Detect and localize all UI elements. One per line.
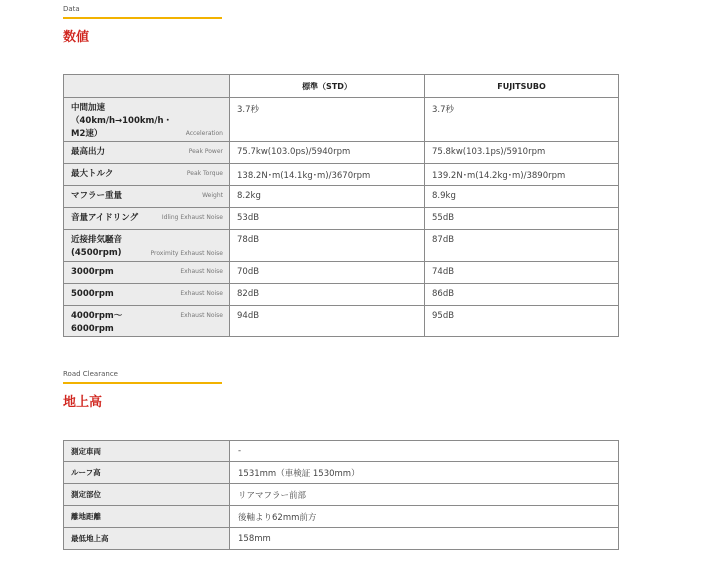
- fujitsubo-value: 87dB: [425, 230, 619, 262]
- fujitsubo-value: 8.9kg: [425, 186, 619, 208]
- road-clearance-section-header: [63, 370, 222, 410]
- fujitsubo-value: 95dB: [425, 306, 619, 337]
- table-row: [64, 462, 619, 484]
- fujitsubo-value: 3.7秒: [425, 98, 619, 142]
- row-label: 最高出力: [71, 147, 106, 157]
- row-label-cell: [64, 142, 230, 164]
- road-row-label: 測定部位: [64, 484, 230, 506]
- std-value: 78dB: [230, 230, 425, 262]
- row-label: 最大トルク: [71, 169, 114, 179]
- table-row: [64, 528, 619, 550]
- table-row: [64, 306, 619, 337]
- road-clearance-rule: [63, 382, 222, 384]
- row-label: 4000rpm～6000rpm: [71, 311, 123, 334]
- row-sublabel: Exhaust Noise: [180, 290, 223, 297]
- row-label-cell: [64, 208, 230, 230]
- data-section-title: 数値: [63, 30, 90, 45]
- std-value: 75.7kw(103.0ps)/5940rpm: [230, 142, 425, 164]
- row-label-cell: [64, 284, 230, 306]
- road-row-label: 最低地上高: [64, 528, 230, 550]
- fujitsubo-value: 139.2N･m(14.2kg･m)/3890rpm: [425, 164, 619, 186]
- row-label: 中間加速（40km/h→100km/h・M2速）: [71, 103, 173, 139]
- table-row: [64, 262, 619, 284]
- table-row: [64, 484, 619, 506]
- fujitsubo-value: 86dB: [425, 284, 619, 306]
- row-label-cell: [64, 98, 230, 142]
- row-label-cell: [64, 186, 230, 208]
- data-section-header: [63, 5, 222, 45]
- row-label: マフラー重量: [71, 191, 123, 201]
- road-clearance-en-label: Road Clearance: [63, 370, 118, 378]
- fujitsubo-value: 75.8kw(103.1ps)/5910rpm: [425, 142, 619, 164]
- table-row: [64, 441, 619, 462]
- row-sublabel: Idling Exhaust Noise: [161, 214, 223, 221]
- table-row: [64, 230, 619, 262]
- row-label: 5000rpm: [71, 289, 114, 299]
- row-label: 近接排気騒音(4500rpm): [71, 235, 123, 258]
- road-row-value: 1531mm（車検証 1530mm）: [230, 462, 619, 484]
- table-row: [64, 284, 619, 306]
- road-row-value: 後軸より62mm前方: [230, 506, 619, 528]
- table-row: [64, 186, 619, 208]
- table-row: [64, 208, 619, 230]
- std-value: 8.2kg: [230, 186, 425, 208]
- road-row-value: リアマフラー前部: [230, 484, 619, 506]
- row-sublabel: Peak Power: [188, 148, 223, 155]
- fujitsubo-value: 55dB: [425, 208, 619, 230]
- road-row-value: 158mm: [230, 528, 619, 550]
- data-table: [63, 74, 619, 337]
- row-sublabel: Proximity Exhaust Noise: [150, 250, 223, 257]
- table-row: [64, 506, 619, 528]
- std-value: 70dB: [230, 262, 425, 284]
- row-sublabel: Exhaust Noise: [180, 268, 223, 275]
- row-sublabel: Peak Torque: [186, 170, 223, 177]
- road-row-label: 測定車両: [64, 441, 230, 462]
- table-row: [64, 98, 619, 142]
- data-table-header-row: [64, 75, 619, 98]
- data-section-rule: [63, 17, 222, 19]
- std-value: 53dB: [230, 208, 425, 230]
- road-row-value: -: [230, 441, 619, 462]
- std-value: 82dB: [230, 284, 425, 306]
- column-header-std: 標準（STD）: [230, 75, 425, 98]
- column-header-fujitsubo: FUJITSUBO: [425, 75, 619, 98]
- row-label: 音量アイドリング: [71, 213, 139, 223]
- row-sublabel: Acceleration: [185, 130, 223, 137]
- table-row: [64, 164, 619, 186]
- std-value: 94dB: [230, 306, 425, 337]
- road-clearance-table: [63, 440, 619, 550]
- row-label-cell: [64, 230, 230, 262]
- data-section-en-label: Data: [63, 5, 80, 13]
- data-table-corner: [64, 75, 230, 98]
- std-value: 3.7秒: [230, 98, 425, 142]
- road-row-label: 離地距離: [64, 506, 230, 528]
- std-value: 138.2N･m(14.1kg･m)/3670rpm: [230, 164, 425, 186]
- row-sublabel: Weight: [202, 192, 223, 199]
- row-label: 3000rpm: [71, 267, 114, 277]
- table-row: [64, 142, 619, 164]
- road-clearance-title: 地上高: [63, 395, 103, 410]
- row-label-cell: [64, 306, 230, 337]
- row-label-cell: [64, 164, 230, 186]
- fujitsubo-value: 74dB: [425, 262, 619, 284]
- road-row-label: ルーフ高: [64, 462, 230, 484]
- row-sublabel: Exhaust Noise: [180, 312, 223, 319]
- row-label-cell: [64, 262, 230, 284]
